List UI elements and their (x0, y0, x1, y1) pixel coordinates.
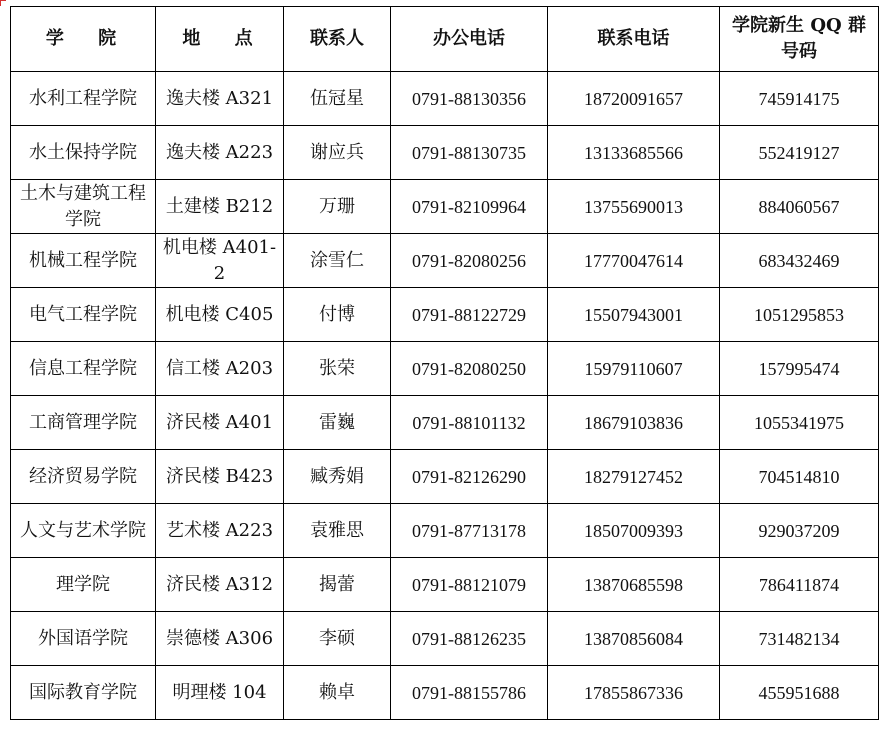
cell-office-phone: 0791-82080250 (391, 342, 548, 396)
header-contact: 联系人 (284, 7, 391, 72)
cell-college: 人文与艺术学院 (11, 504, 156, 558)
cell-office-phone: 0791-82126290 (391, 450, 548, 504)
cell-mobile-phone: 13870685598 (548, 558, 720, 612)
cell-location: 济民楼 A401 (156, 396, 284, 450)
table-row (11, 288, 879, 342)
cell-location: 明理楼 104 (156, 666, 284, 720)
cell-location: 逸夫楼 A321 (156, 72, 284, 126)
cell-office-phone: 0791-88130356 (391, 72, 548, 126)
cell-mobile-phone: 15979110607 (548, 342, 720, 396)
cell-office-phone: 0791-88155786 (391, 666, 548, 720)
cell-contact: 李硕 (284, 612, 391, 666)
cell-qq-group: 704514810 (720, 450, 879, 504)
cell-qq-group: 1055341975 (720, 396, 879, 450)
table-row (11, 126, 879, 180)
cell-contact: 付博 (284, 288, 391, 342)
table-row (11, 342, 879, 396)
cell-college: 水土保持学院 (11, 126, 156, 180)
cell-office-phone: 0791-87713178 (391, 504, 548, 558)
table-row (11, 504, 879, 558)
cell-college: 土木与建筑工程学院 (11, 180, 156, 234)
cell-qq-group: 455951688 (720, 666, 879, 720)
cell-college: 国际教育学院 (11, 666, 156, 720)
cell-contact: 雷巍 (284, 396, 391, 450)
cell-location: 艺术楼 A223 (156, 504, 284, 558)
cell-contact: 赖卓 (284, 666, 391, 720)
table-row (11, 396, 879, 450)
cell-contact: 袁雅思 (284, 504, 391, 558)
table-row (11, 180, 879, 234)
header-office-phone: 办公电话 (391, 7, 548, 72)
cell-college: 理学院 (11, 558, 156, 612)
cell-qq-group: 884060567 (720, 180, 879, 234)
cell-office-phone: 0791-88126235 (391, 612, 548, 666)
cell-qq-group: 929037209 (720, 504, 879, 558)
corner-mark (0, 0, 6, 6)
cell-qq-group: 683432469 (720, 234, 879, 288)
cell-office-phone: 0791-88121079 (391, 558, 548, 612)
cell-qq-group: 157995474 (720, 342, 879, 396)
cell-mobile-phone: 18679103836 (548, 396, 720, 450)
cell-college: 水利工程学院 (11, 72, 156, 126)
cell-location: 逸夫楼 A223 (156, 126, 284, 180)
cell-location: 机电楼 A401-2 (156, 234, 284, 288)
table-row (11, 612, 879, 666)
cell-mobile-phone: 13870856084 (548, 612, 720, 666)
cell-contact: 涂雪仁 (284, 234, 391, 288)
cell-office-phone: 0791-88101132 (391, 396, 548, 450)
cell-location: 信工楼 A203 (156, 342, 284, 396)
cell-mobile-phone: 17770047614 (548, 234, 720, 288)
cell-location: 济民楼 A312 (156, 558, 284, 612)
table-row (11, 558, 879, 612)
cell-contact: 臧秀娟 (284, 450, 391, 504)
header-qq-group: 学院新生 QQ 群号码 (720, 7, 879, 72)
cell-college: 电气工程学院 (11, 288, 156, 342)
cell-mobile-phone: 18279127452 (548, 450, 720, 504)
cell-qq-group: 786411874 (720, 558, 879, 612)
cell-mobile-phone: 18720091657 (548, 72, 720, 126)
table-row (11, 450, 879, 504)
cell-mobile-phone: 13133685566 (548, 126, 720, 180)
cell-contact: 张荣 (284, 342, 391, 396)
cell-office-phone: 0791-88122729 (391, 288, 548, 342)
cell-qq-group: 731482134 (720, 612, 879, 666)
cell-college: 机械工程学院 (11, 234, 156, 288)
cell-mobile-phone: 18507009393 (548, 504, 720, 558)
cell-college: 信息工程学院 (11, 342, 156, 396)
cell-office-phone: 0791-82109964 (391, 180, 548, 234)
cell-qq-group: 745914175 (720, 72, 879, 126)
cell-location: 土建楼 B212 (156, 180, 284, 234)
cell-mobile-phone: 15507943001 (548, 288, 720, 342)
cell-office-phone: 0791-88130735 (391, 126, 548, 180)
header-row (11, 7, 879, 72)
table-header (11, 7, 879, 72)
table-row (11, 666, 879, 720)
table-body (11, 72, 879, 720)
cell-qq-group: 552419127 (720, 126, 879, 180)
cell-mobile-phone: 13755690013 (548, 180, 720, 234)
cell-contact: 伍冠星 (284, 72, 391, 126)
cell-contact: 揭蕾 (284, 558, 391, 612)
college-contact-table (10, 6, 879, 720)
cell-qq-group: 1051295853 (720, 288, 879, 342)
cell-college: 经济贸易学院 (11, 450, 156, 504)
cell-college: 工商管理学院 (11, 396, 156, 450)
header-college: 学 院 (11, 7, 156, 72)
cell-college: 外国语学院 (11, 612, 156, 666)
cell-location: 济民楼 B423 (156, 450, 284, 504)
cell-mobile-phone: 17855867336 (548, 666, 720, 720)
header-mobile-phone: 联系电话 (548, 7, 720, 72)
table-row (11, 72, 879, 126)
table-row (11, 234, 879, 288)
cell-contact: 谢应兵 (284, 126, 391, 180)
cell-location: 机电楼 C405 (156, 288, 284, 342)
header-location: 地 点 (156, 7, 284, 72)
cell-office-phone: 0791-82080256 (391, 234, 548, 288)
cell-location: 崇德楼 A306 (156, 612, 284, 666)
cell-contact: 万珊 (284, 180, 391, 234)
